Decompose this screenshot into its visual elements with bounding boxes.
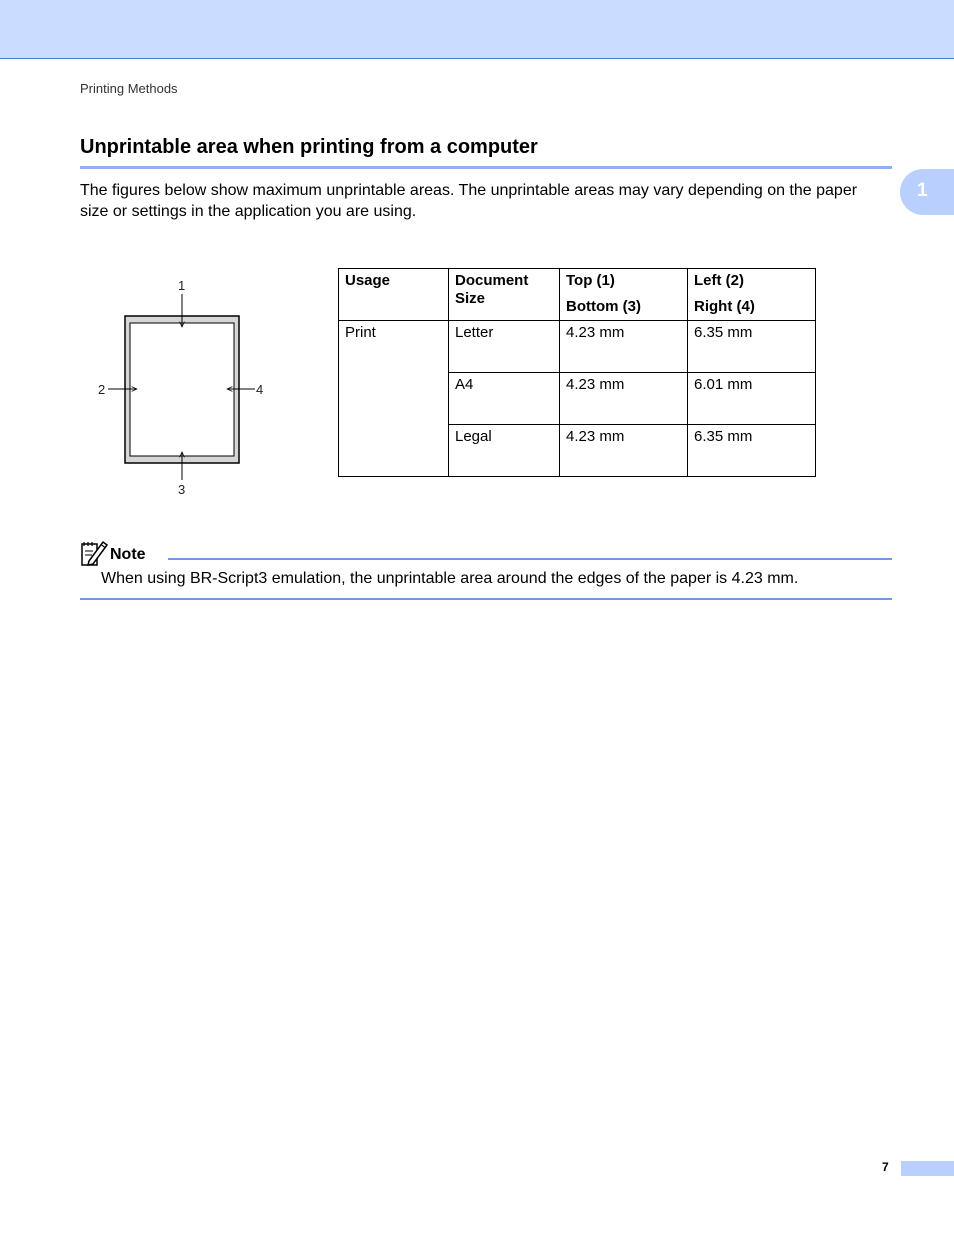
cell-top-bottom: 4.23 mm <box>560 321 688 373</box>
header-bottom: Bottom (3) <box>566 298 641 315</box>
table-header-row <box>339 269 816 321</box>
label-right: 4 <box>256 382 264 397</box>
header-band <box>0 0 954 59</box>
running-head: Printing Methods <box>80 81 178 96</box>
cell-size: Legal <box>449 425 560 477</box>
header-usage: Usage <box>339 269 449 321</box>
label-top: 1 <box>178 278 186 293</box>
cell-left-right: 6.01 mm <box>688 373 816 425</box>
unprintable-area-diagram <box>90 272 280 507</box>
unprintable-area-table <box>338 268 816 477</box>
note-rule-bottom <box>80 598 892 600</box>
cell-top-bottom: 4.23 mm <box>560 373 688 425</box>
chapter-number: 1 <box>917 180 928 201</box>
cell-left-right: 6.35 mm <box>688 321 816 373</box>
section-title: Unprintable area when printing from a computer <box>80 136 538 158</box>
label-left: 2 <box>98 382 106 397</box>
header-left-right <box>688 269 816 321</box>
cell-size: Letter <box>449 321 560 373</box>
table-row <box>339 321 816 373</box>
header-right: Right (4) <box>694 298 755 315</box>
printable-area <box>130 323 234 456</box>
note-label: Note <box>110 546 146 563</box>
header-document-size: Document Size <box>449 269 560 321</box>
header-left: Left (2) <box>694 272 744 289</box>
intro-paragraph: The figures below show maximum unprintable areas. The unprintable areas may vary depending on the paper size or settings in the application you are using. <box>80 182 858 220</box>
page-number-bar <box>901 1161 954 1176</box>
cell-size: A4 <box>449 373 560 425</box>
note-rule-top <box>168 558 892 560</box>
note-text: When using BR-Script3 emulation, the unprintable area around the edges of the paper is 4.23 mm. <box>101 570 799 587</box>
header-top: Top (1) <box>566 272 615 289</box>
title-rule <box>80 166 892 169</box>
header-top-bottom <box>560 269 688 321</box>
chapter-tab <box>900 169 954 215</box>
page-number: 7 <box>882 1160 889 1174</box>
cell-left-right: 6.35 mm <box>688 425 816 477</box>
note-pencil-icon <box>79 538 109 568</box>
cell-top-bottom: 4.23 mm <box>560 425 688 477</box>
cell-usage: Print <box>339 321 449 477</box>
label-bottom: 3 <box>178 482 186 497</box>
